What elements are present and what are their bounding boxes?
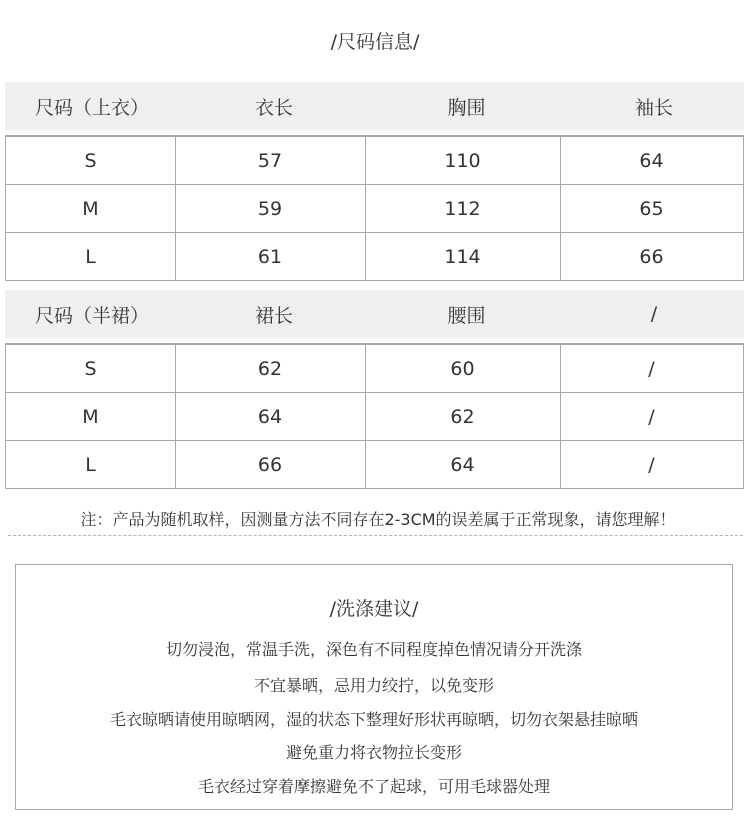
care-line: 毛衣晾晒请使用晾晒网，湿的状态下整理好形状再晾晒，切勿衣架悬挂晾晒 <box>109 710 638 729</box>
table-cell: 62 <box>257 357 283 380</box>
table-cell: 60 <box>450 357 475 380</box>
table-cell: / <box>648 453 655 476</box>
header-cell: 衣长 <box>254 96 293 119</box>
table-cell: 65 <box>639 197 664 220</box>
table-cell: 59 <box>257 197 283 220</box>
table-cell: 66 <box>639 245 664 268</box>
table-cell: S <box>84 149 97 172</box>
care-line: 不宜暴晒，忌用力绞拧，以免变形 <box>253 676 494 695</box>
table-cell: 64 <box>257 405 283 428</box>
table-cell: L <box>85 453 96 476</box>
table-cell: / <box>648 357 655 380</box>
care-instructions-box <box>15 564 733 810</box>
table-cell: 112 <box>444 197 481 220</box>
care-line: 避免重力将衣物拉长变形 <box>285 743 462 762</box>
table-cell: 61 <box>257 245 283 268</box>
dashed-divider <box>8 535 743 536</box>
table-cell: S <box>84 357 97 380</box>
table-cell: 57 <box>257 149 283 172</box>
table-row <box>6 440 743 488</box>
header-cell: 胸围 <box>447 96 486 119</box>
header-cell: 腰围 <box>447 304 486 327</box>
table-row <box>6 344 743 392</box>
table-cell: 66 <box>257 453 283 476</box>
table-row <box>6 392 743 440</box>
top-size-table <box>5 135 744 281</box>
header-cell: 尺码（半裙） <box>34 304 149 327</box>
table-cell: 114 <box>444 245 481 268</box>
top-table-header <box>5 82 744 130</box>
table-cell: M <box>82 197 99 220</box>
table-row <box>6 184 743 232</box>
table-cell: 64 <box>450 453 475 476</box>
table-cell: 110 <box>444 149 481 172</box>
measurement-note: 注：产品为随机取样，因测量方法不同存在2-3CM的误差属于正常现象，请您理解！ <box>80 510 676 529</box>
header-cell: 裙长 <box>254 304 293 327</box>
table-row <box>6 136 743 184</box>
skirt-table-header <box>5 290 744 338</box>
skirt-size-table <box>5 343 744 489</box>
header-cell: 尺码（上衣） <box>34 96 149 119</box>
table-cell: 62 <box>450 405 475 428</box>
size-info-title: /尺码信息/ <box>330 31 420 53</box>
table-cell: 64 <box>639 149 664 172</box>
care-line: 毛衣经过穿着摩擦避免不了起球，可用毛球器处理 <box>197 777 550 796</box>
table-cell: L <box>85 245 96 268</box>
table-cell: M <box>82 405 99 428</box>
table-row <box>6 232 743 280</box>
table-cell: / <box>648 405 655 428</box>
care-title: /洗涤建议/ <box>329 598 419 620</box>
header-cell: / <box>650 303 658 325</box>
header-cell: 袖长 <box>634 96 673 119</box>
care-line: 切勿浸泡，常温手洗，深色有不同程度掉色情况请分开洗涤 <box>165 640 582 659</box>
